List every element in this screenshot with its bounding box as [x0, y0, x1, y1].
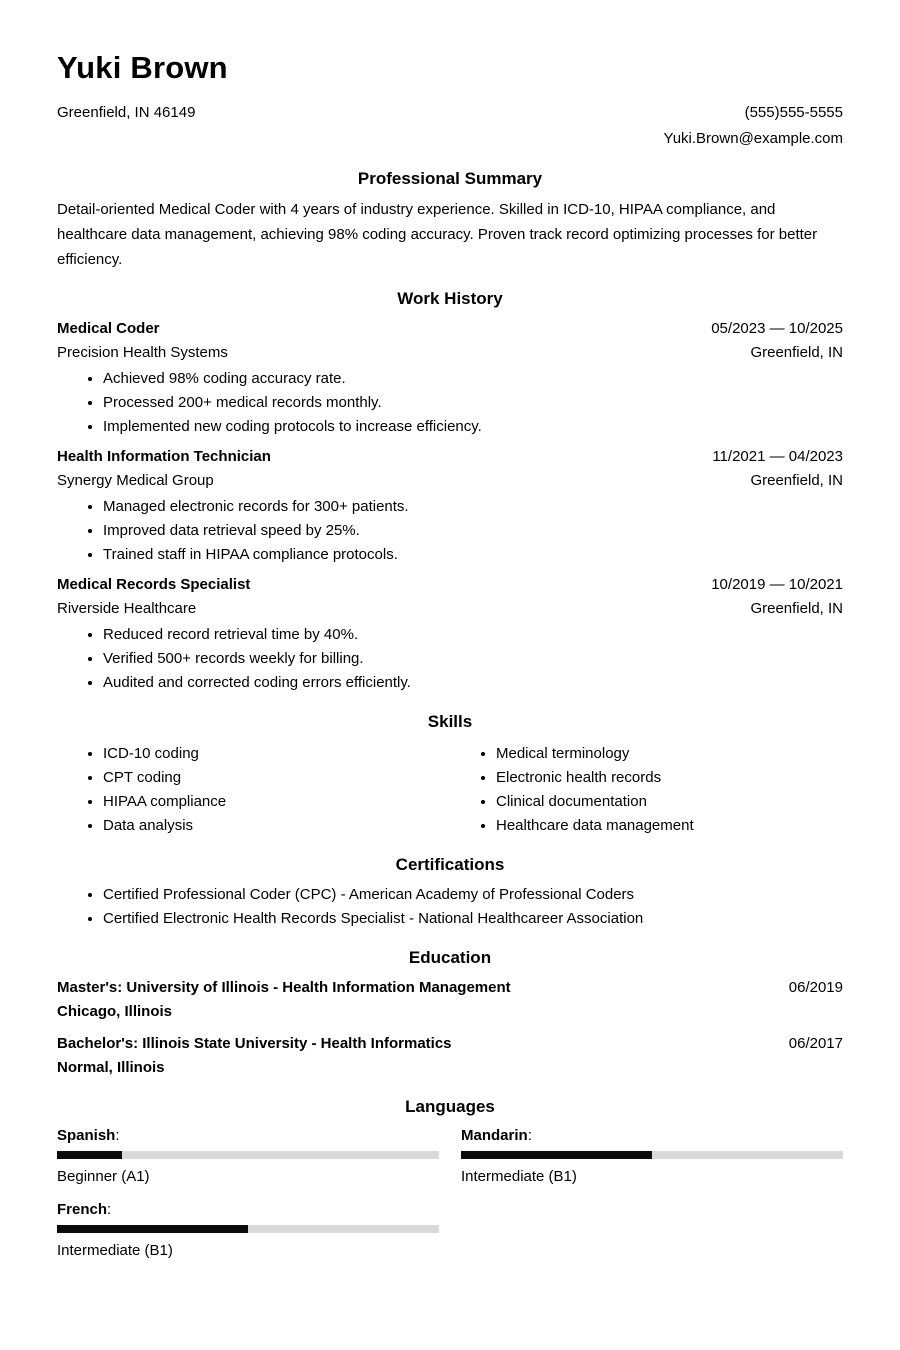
language-level: Beginner (A1) [57, 1168, 150, 1185]
job-bullets [57, 367, 843, 439]
language-bar-track [57, 1225, 439, 1233]
section-education-heading: Education [408, 948, 492, 967]
language-name: Spanish [57, 1127, 116, 1144]
job-entry [57, 573, 843, 695]
job-header [57, 317, 843, 341]
education-left [57, 976, 511, 1024]
contact-phone: (555)555-5555 [744, 104, 843, 121]
section-summary-heading: Professional Summary [357, 169, 543, 188]
job-company: Riverside Healthcare [57, 600, 197, 617]
language-item [57, 1125, 439, 1187]
language-label [461, 1125, 843, 1146]
language-name: Mandarin [461, 1127, 528, 1144]
job-dates: 10/2019 — 10/2021 [711, 576, 843, 593]
skill-item: • CPT coding [103, 766, 450, 790]
job-entry [57, 317, 843, 439]
job-bullet: • Processed 200+ medical records monthly. [103, 391, 843, 415]
job-bullet: • Improved data retrieval speed by 25%. [103, 519, 843, 543]
languages-grid [57, 1125, 843, 1261]
education-location: Normal, Illinois [57, 1059, 165, 1076]
skill-item: • Healthcare data management [496, 814, 843, 838]
language-name: French [57, 1201, 108, 1218]
language-bar-fill [57, 1225, 248, 1233]
job-subheader [57, 597, 843, 621]
skill-item: • HIPAA compliance [103, 790, 450, 814]
language-colon: : [115, 1127, 120, 1144]
contact-right [664, 100, 843, 152]
job-dates: 05/2023 — 10/2025 [711, 320, 843, 337]
section-certifications-heading: Certifications [395, 855, 505, 874]
language-bar-fill [57, 1151, 122, 1159]
contact-location: Greenfield, IN 46149 [57, 104, 196, 121]
language-label [57, 1199, 439, 1220]
section-work-heading: Work History [397, 289, 503, 308]
certification-list [57, 883, 843, 931]
job-bullet: • Achieved 98% coding accuracy rate. [103, 367, 843, 391]
job-header [57, 573, 843, 597]
job-title: Health Information Technician [57, 448, 271, 465]
job-location: Greenfield, IN [750, 600, 843, 617]
job-location: Greenfield, IN [750, 344, 843, 361]
education-entry [57, 1032, 843, 1080]
skill-item: • Electronic health records [496, 766, 843, 790]
language-bar-track [57, 1151, 439, 1159]
job-header [57, 445, 843, 469]
certification-item: • Certified Professional Coder (CPC) - American Academy of Professional Coders [103, 883, 843, 907]
job-company: Precision Health Systems [57, 344, 228, 361]
language-label [57, 1125, 439, 1146]
skills-column-right [450, 742, 843, 838]
language-level: Intermediate (B1) [57, 1242, 173, 1259]
job-subheader [57, 469, 843, 493]
education-degree: Bachelor's: Illinois State University - Health Informatics [57, 1035, 452, 1052]
education-date: 06/2017 [788, 1035, 843, 1052]
section-languages-heading: Languages [405, 1097, 495, 1116]
skill-item: • ICD-10 coding [103, 742, 450, 766]
job-subheader [57, 341, 843, 365]
job-title: Medical Records Specialist [57, 576, 251, 593]
certification-item: • Certified Electronic Health Records Specialist - National Healthcareer Association [103, 907, 843, 931]
job-bullets [57, 495, 843, 567]
skills-columns [57, 740, 843, 838]
summary-text: Detail-oriented Medical Coder with 4 years of industry experience. Skilled in ICD-10, HIPAA compliance, and healthcare data management, achieving 98% coding accuracy. Proven track record optimizing processes for better efficiency. [57, 201, 818, 268]
job-entry [57, 445, 843, 567]
skill-item: • Clinical documentation [496, 790, 843, 814]
language-item [57, 1199, 439, 1261]
language-colon: : [527, 1127, 532, 1144]
job-company: Synergy Medical Group [57, 472, 214, 489]
section-skills-heading: Skills [427, 712, 473, 731]
language-colon: : [107, 1201, 112, 1218]
job-bullets [57, 623, 843, 695]
education-date: 06/2019 [788, 979, 843, 996]
job-bullet: • Trained staff in HIPAA compliance protocols. [103, 543, 843, 567]
job-bullet: • Managed electronic records for 300+ patients. [103, 495, 843, 519]
skills-column-left [57, 742, 450, 838]
skill-item: • Medical terminology [496, 742, 843, 766]
job-bullet: • Verified 500+ records weekly for billing. [103, 647, 843, 671]
language-bar-track [461, 1151, 843, 1159]
language-level: Intermediate (B1) [461, 1168, 577, 1185]
education-entry [57, 976, 843, 1024]
job-dates: 11/2021 — 04/2023 [712, 448, 843, 465]
language-item [461, 1125, 843, 1187]
job-location: Greenfield, IN [750, 472, 843, 489]
skill-item: • Data analysis [103, 814, 450, 838]
job-bullet: • Implemented new coding protocols to increase efficiency. [103, 415, 843, 439]
person-name: Yuki Brown [57, 50, 228, 85]
language-bar-fill [461, 1151, 652, 1159]
contact-email: Yuki.Brown@example.com [663, 130, 843, 147]
job-bullet: • Reduced record retrieval time by 40%. [103, 623, 843, 647]
education-location: Chicago, Illinois [57, 1003, 173, 1020]
education-degree: Master's: University of Illinois - Health Information Management [57, 979, 511, 996]
job-title: Medical Coder [57, 320, 160, 337]
education-left [57, 1032, 452, 1080]
contact-block [57, 100, 843, 152]
job-bullet: • Audited and corrected coding errors efficiently. [103, 671, 843, 695]
